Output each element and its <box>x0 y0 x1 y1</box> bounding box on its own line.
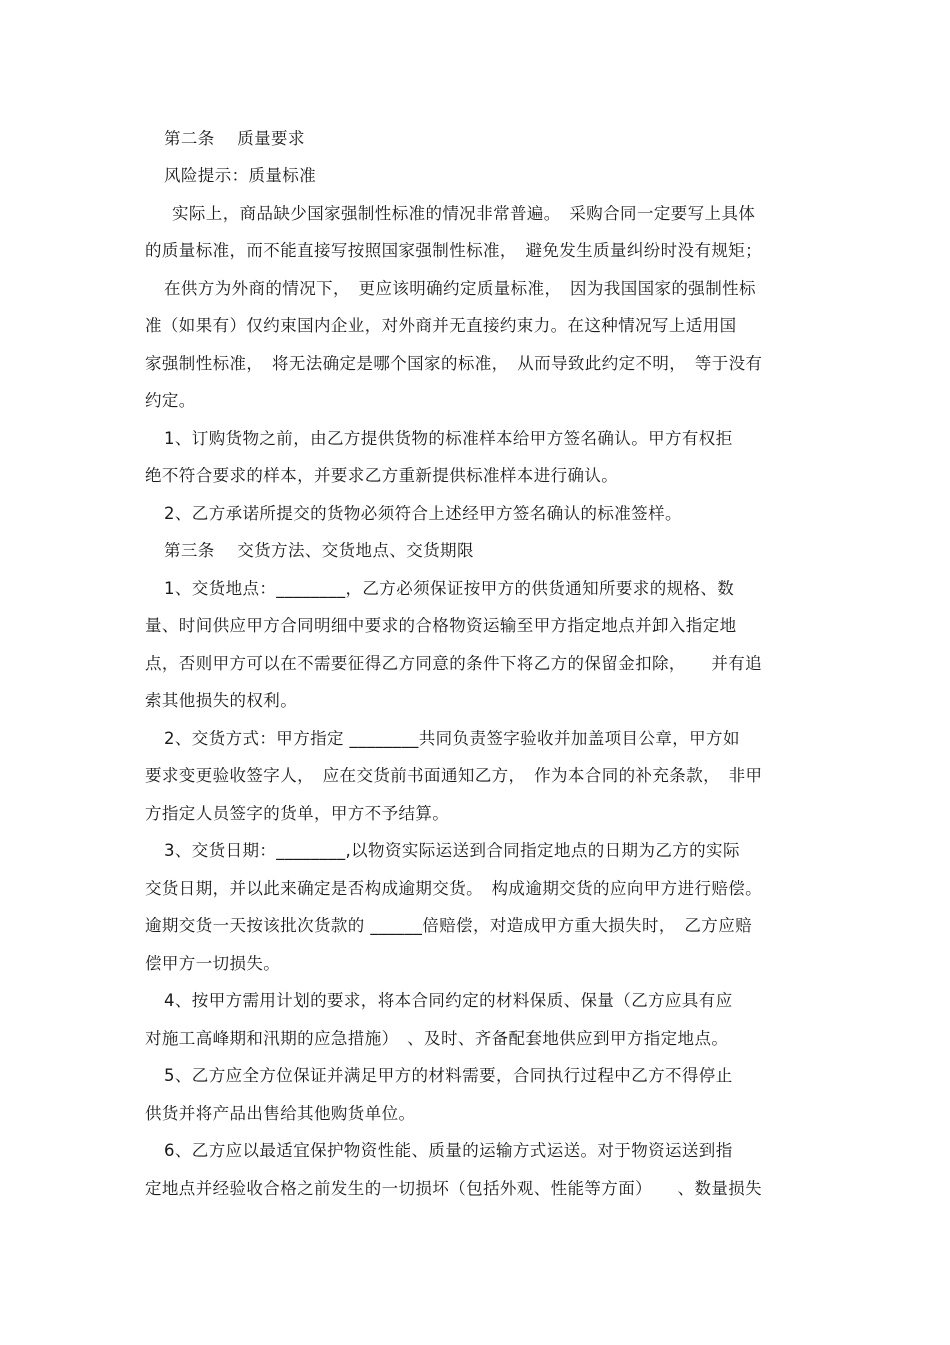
article-3-heading: 第三条 交货方法、交货地点、交货期限 <box>164 541 474 560</box>
body-line: 家强制性标准， 将无法确定是哪个国家的标准， 从而导致此约定不明， 等于没有 <box>145 354 763 373</box>
body-line: 的质量标准，而不能直接写按照国家强制性标准， 避免发生质量纠纷时没有规矩； <box>145 241 763 260</box>
clause-item: 6、乙方应以最适宜保护物资性能、质量的运输方式运送。对于物资运送到指 <box>164 1141 733 1160</box>
clause-item: 方指定人员签字的货单，甲方不予结算。 <box>145 804 450 823</box>
body-line: 实际上，商品缺少国家强制性标准的情况非常普遍。 采购合同一定要写上具体 <box>172 204 756 223</box>
clause-item: 逾期交货一天按该批次货款的 ______倍赔偿，对造成甲方重大损失时， 乙方应赔 <box>145 916 752 935</box>
clause-item: 供货并将产品出售给其他购货单位。 <box>145 1104 416 1123</box>
body-line: 准（如果有）仅约束国内企业，对外商并无直接约束力。在这种情况写上适用国 <box>145 316 737 335</box>
clause-item: 4、按甲方需用计划的要求，将本合同约定的材料保质、保量（乙方应具有应 <box>164 991 733 1010</box>
clause-item: 对施工高峰期和汛期的应急措施） 、及时、齐备配套地供应到甲方指定地点。 <box>145 1029 729 1048</box>
clause-item: 点，否则甲方可以在不需要征得乙方同意的条件下将乙方的保留金扣除， 并有追 <box>145 654 763 673</box>
clause-item: 3、交货日期：________,以物资实际运送到合同指定地点的日期为乙方的实际 <box>164 841 740 860</box>
clause-item: 1、订购货物之前，由乙方提供货物的标准样本给甲方签名确认。甲方有权拒 <box>164 429 733 448</box>
clause-item: 1、交货地点：________，乙方必须保证按甲方的供货通知所要求的规格、数 <box>164 579 735 598</box>
body-line: 约定。 <box>145 391 196 410</box>
clause-item: 量、时间供应甲方合同明细中要求的合格物资运输至甲方指定地点并卸入指定地 <box>145 616 737 635</box>
article-2-heading: 第二条 质量要求 <box>164 129 305 148</box>
clause-item: 索其他损失的权利。 <box>145 691 298 710</box>
clause-item: 定地点并经验收合格之前发生的一切损坏（包括外观、性能等方面） 、数量损失 <box>145 1179 763 1198</box>
clause-item: 绝不符合要求的样本，并要求乙方重新提供标准样本进行确认。 <box>145 466 619 485</box>
clause-item: 偿甲方一切损失。 <box>145 954 281 973</box>
clause-item: 5、乙方应全方位保证并满足甲方的材料需要，合同执行过程中乙方不得停止 <box>164 1066 733 1085</box>
clause-item: 2、乙方承诺所提交的货物必须符合上述经甲方签名确认的标准签样。 <box>164 504 682 523</box>
clause-item: 要求变更验收签字人， 应在交货前书面通知乙方， 作为本合同的补充条款， 非甲 <box>145 766 763 785</box>
body-line: 在供方为外商的情况下， 更应该明确约定质量标准， 因为我国国家的强制性标 <box>164 279 756 298</box>
clause-item: 交货日期，并以此来确定是否构成逾期交货。 构成逾期交货的应向甲方进行赔偿。 <box>145 879 763 898</box>
risk-tip-heading: 风险提示：质量标准 <box>164 166 317 185</box>
clause-item: 2、交货方式：甲方指定 ________共同负责签字验收并加盖项目公章，甲方如 <box>164 729 740 748</box>
